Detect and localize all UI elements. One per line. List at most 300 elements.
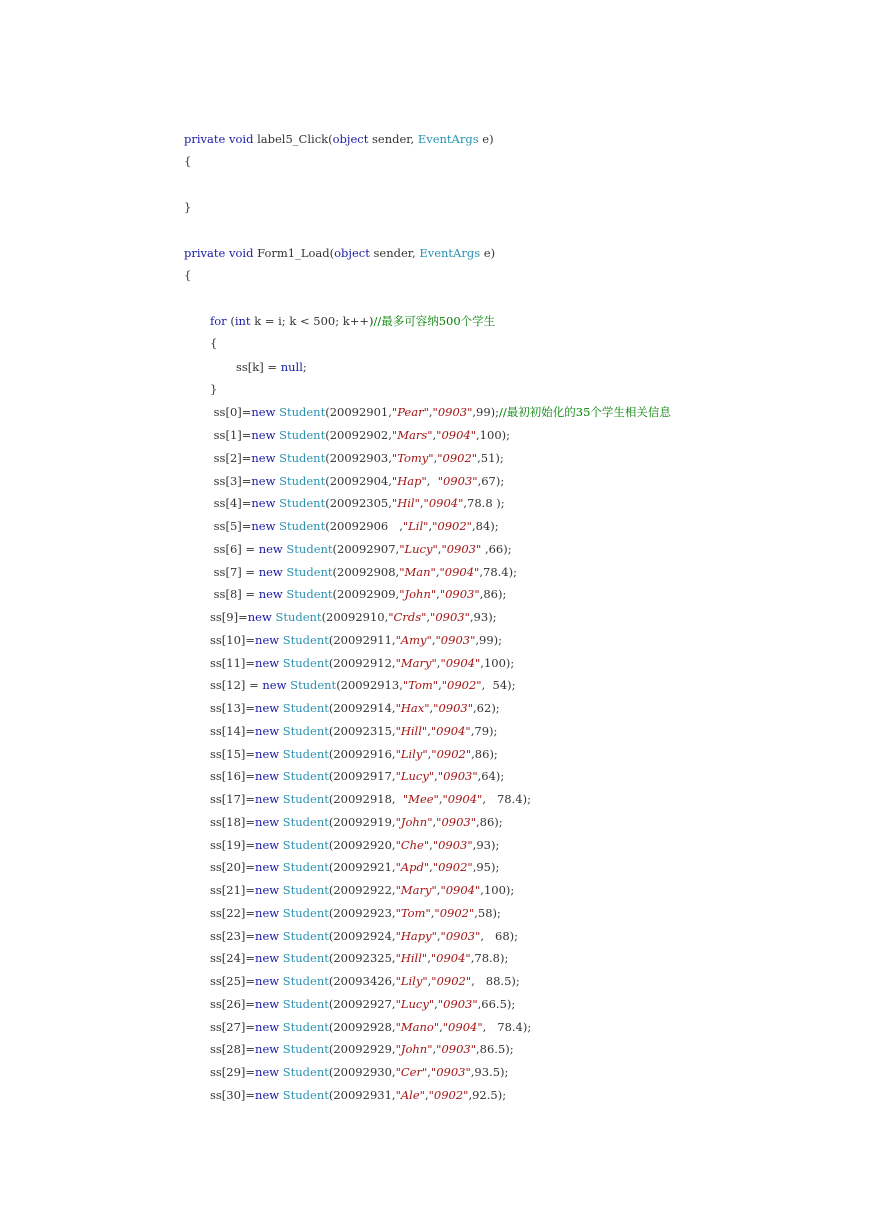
code-token: ss[17]= (210, 792, 256, 806)
code-token: ,92.5); (468, 1088, 507, 1102)
code-token: } (210, 382, 218, 396)
code-token: , (429, 701, 434, 715)
code-token: new (255, 1020, 280, 1034)
code-token: "0902" (431, 974, 472, 988)
code-line (210, 769, 504, 783)
code-line (210, 997, 515, 1011)
code-line (210, 382, 217, 396)
code-line (184, 268, 191, 282)
code-token: Student (282, 838, 329, 852)
code-token: ss[10]= (210, 633, 256, 647)
code-token: Student (282, 1020, 329, 1034)
code-token: , (432, 815, 437, 829)
code-token: , (432, 1042, 437, 1056)
code-token: ,78.8 ); (463, 496, 505, 510)
code-line (210, 519, 499, 533)
code-token: "0903" (430, 610, 470, 624)
code-token: new (255, 633, 280, 647)
code-token: k = i; k < 500; k++) (250, 314, 374, 328)
code-token: new (255, 1065, 280, 1079)
code-token: (20092919, (328, 815, 396, 829)
code-token: "Tomy" (391, 451, 434, 465)
code-line (210, 405, 671, 419)
code-token: Student (282, 974, 329, 988)
code-token: "Che" (395, 838, 430, 852)
code-token: Student (282, 792, 329, 806)
code-token: (20092901, (325, 405, 392, 419)
code-line (210, 860, 499, 874)
code-token: ss[24]= (210, 951, 256, 965)
code-token: Student (282, 1088, 329, 1102)
code-token: Student (286, 542, 333, 556)
code-line (210, 587, 506, 601)
code-token: ss[18]= (210, 815, 256, 829)
code-token: , (434, 769, 438, 783)
code-token: sender, (368, 132, 418, 146)
code-token: ss[9]= (210, 610, 248, 624)
code-token: new (258, 542, 283, 556)
code-token: "0902" (434, 906, 475, 920)
code-token: "Lucy" (399, 542, 438, 556)
code-token: (20092916, (328, 747, 396, 761)
code-line (210, 815, 503, 829)
code-token: ,100); (480, 883, 515, 897)
code-token: ,95); (472, 860, 500, 874)
code-token: "0904" (430, 951, 471, 965)
code-line (210, 656, 514, 670)
code-token: , (433, 451, 438, 465)
code-token: //最多可容纳500个学生 (373, 314, 496, 328)
code-token: Student (282, 656, 329, 670)
code-token: ,64); (477, 769, 505, 783)
code-token: "0903" (437, 997, 478, 1011)
code-line (210, 1065, 508, 1079)
code-token: ss[5]= (210, 519, 252, 533)
code-token: , 88.5); (471, 974, 520, 988)
code-token: } (184, 200, 192, 214)
code-token: ,100); (476, 428, 510, 442)
code-token: "Crds" (388, 610, 427, 624)
code-token: ,62); (473, 701, 500, 715)
code-token: Student (279, 405, 326, 419)
code-token: Student (282, 929, 329, 943)
code-token: , (427, 951, 431, 965)
code-token: { (184, 154, 192, 168)
code-token: ss[16]= (210, 769, 256, 783)
code-token: new (251, 405, 276, 419)
code-token: new (255, 929, 280, 943)
code-token: new (255, 747, 280, 761)
code-token: ,99); (475, 633, 503, 647)
code-line (210, 929, 518, 943)
code-token: (20092914, (328, 701, 396, 715)
code-token: "0902" (432, 519, 472, 533)
code-token: , (434, 997, 438, 1011)
code-token: object (332, 132, 369, 146)
code-token: , (428, 405, 433, 419)
code-token: new (255, 974, 280, 988)
code-token: ss[11]= (210, 656, 256, 670)
code-token: (20092910, (321, 610, 389, 624)
code-token: "Lucy" (395, 997, 435, 1011)
code-token: ,93.5); (470, 1065, 509, 1079)
code-token: (20092904, (325, 474, 392, 488)
code-token: "0903" (432, 838, 473, 852)
code-token: Student (279, 519, 326, 533)
code-token: , (439, 1020, 443, 1034)
code-token: (20092922, (328, 883, 396, 897)
code-token: Student (282, 906, 329, 920)
code-token: ,86); (479, 587, 507, 601)
code-token: ,86); (476, 815, 503, 829)
code-token: , (436, 587, 440, 601)
code-token: new (251, 428, 276, 442)
code-token: ss[28]= (210, 1042, 256, 1056)
code-token: new (255, 815, 280, 829)
code-token: "0904" (440, 883, 481, 897)
code-token: private (184, 246, 226, 260)
code-token: "0902" (431, 747, 472, 761)
code-token: sender, (369, 246, 420, 260)
code-token: "0903" (440, 929, 481, 943)
code-token: new (255, 769, 280, 783)
code-token: Student (279, 474, 326, 488)
code-token: (20092929, (328, 1042, 396, 1056)
code-token: "Lucy" (395, 769, 435, 783)
code-token: "0904" (439, 565, 480, 579)
code-token: "Tom" (402, 678, 439, 692)
code-token: (20092931, (328, 1088, 396, 1102)
code-token: "Hill" (395, 951, 428, 965)
code-line (210, 474, 504, 488)
code-token: "Lily" (395, 974, 428, 988)
code-token: ,86.5); (476, 1042, 514, 1056)
code-token: , (437, 542, 442, 556)
code-token: ss[22]= (210, 906, 256, 920)
code-token: new (258, 587, 283, 601)
code-line (210, 951, 508, 965)
code-token: "0904" (440, 656, 481, 670)
code-token: new (251, 474, 276, 488)
code-token: "0903" (432, 405, 473, 419)
code-token: ss[3]= (210, 474, 252, 488)
code-token: "Mary" (395, 656, 437, 670)
code-token: "0902" (437, 451, 478, 465)
code-token: new (255, 906, 280, 920)
code-token: "0903" (435, 633, 476, 647)
code-token: "0903" (436, 1042, 477, 1056)
code-token: ss[12] = (210, 678, 263, 692)
code-token: ss[2]= (210, 451, 252, 465)
code-token: ,100); (480, 656, 515, 670)
code-line (210, 610, 497, 624)
code-token: ss[30]= (210, 1088, 256, 1102)
code-token: "0903" (437, 769, 478, 783)
code-token: ss[1]= (210, 428, 252, 442)
code-token: new (255, 860, 280, 874)
code-token: , (429, 860, 433, 874)
code-token: (20093426, (328, 974, 396, 988)
code-token: ss[7] = (210, 565, 259, 579)
code-token: (20092923, (328, 906, 396, 920)
code-token: , (435, 565, 440, 579)
code-token: void (228, 132, 254, 146)
code-token: int (234, 314, 251, 328)
code-token: "Pear" (391, 405, 429, 419)
code-token: //最初初始化的35个学生相关信息 (499, 405, 671, 419)
code-token: new (255, 1088, 280, 1102)
code-token: ss[23]= (210, 929, 256, 943)
code-token: ss[21]= (210, 883, 256, 897)
code-token: (20092908, (332, 565, 400, 579)
code-token: (20092906 , (325, 519, 403, 533)
code-token: { (184, 268, 192, 282)
code-token: , (424, 1088, 429, 1102)
code-token: ( (226, 314, 235, 328)
code-token: ,58); (474, 906, 501, 920)
code-token: void (228, 246, 254, 260)
code-token: (20092918, (328, 792, 403, 806)
code-token: "Hill" (395, 724, 428, 738)
code-token: , 78.4); (482, 792, 531, 806)
code-token: Student (286, 587, 333, 601)
code-token: ,86); (471, 747, 498, 761)
code-token: ,93); (469, 610, 497, 624)
code-line (210, 451, 504, 465)
code-line (210, 542, 512, 556)
code-token: Student (282, 724, 329, 738)
code-token: Form1_Load( (253, 246, 335, 260)
code-token: (20092928, (328, 1020, 396, 1034)
code-token: new (255, 792, 280, 806)
code-token: "Mee" (402, 792, 439, 806)
code-token: "Man" (399, 565, 436, 579)
code-token: label5_Click( (253, 132, 333, 146)
code-token: (20092930, (328, 1065, 396, 1079)
code-token: , (429, 838, 433, 852)
code-line (210, 974, 520, 988)
code-token: Student (279, 428, 326, 442)
code-token: (20092902, (325, 428, 392, 442)
code-token: new (251, 519, 276, 533)
code-token: ,66); (481, 542, 512, 556)
code-line (210, 792, 531, 806)
code-token: "0903" (439, 587, 480, 601)
code-token: Student (279, 496, 326, 510)
code-token: new (251, 451, 276, 465)
code-token: "John" (395, 1042, 433, 1056)
code-line (210, 747, 498, 761)
code-token: (20092913, (336, 678, 403, 692)
code-line (210, 1042, 514, 1056)
code-token: "0903" (430, 1065, 471, 1079)
code-line (210, 1020, 531, 1034)
code-token: Student (282, 815, 329, 829)
code-token: new (255, 656, 280, 670)
code-token: , (428, 519, 433, 533)
code-token: ss[4]= (210, 496, 252, 510)
code-token: Student (282, 883, 329, 897)
code-token: , (426, 474, 438, 488)
code-token: , 78.4); (482, 1020, 532, 1034)
code-token: ss[20]= (210, 860, 256, 874)
code-token: "Tom" (395, 906, 431, 920)
code-token: Student (286, 565, 333, 579)
code-line (210, 428, 510, 442)
code-token: "Mano" (395, 1020, 440, 1034)
code-token: (20092927, (328, 997, 396, 1011)
code-token: Student (279, 451, 326, 465)
code-token: ,66.5); (477, 997, 516, 1011)
code-token: "0902" (441, 678, 482, 692)
code-token: ss[14]= (210, 724, 256, 738)
code-token: (20092325, (328, 951, 396, 965)
code-line (210, 633, 502, 647)
code-token: ; (302, 360, 307, 374)
code-token: ,67); (477, 474, 505, 488)
code-token: new (251, 496, 276, 510)
code-token: , (436, 656, 441, 670)
code-token: Student (282, 701, 329, 715)
code-token: "0904" (442, 1020, 483, 1034)
code-token: , (431, 633, 436, 647)
code-line (210, 701, 500, 715)
code-line (210, 883, 514, 897)
code-token: new (255, 1042, 280, 1056)
code-token: (20092912, (328, 656, 396, 670)
code-token: "Mary" (395, 883, 437, 897)
code-token: new (255, 838, 280, 852)
code-line (184, 246, 495, 260)
code-token: "0903" (437, 474, 478, 488)
code-token: , (427, 1065, 431, 1079)
code-token: "Hax" (395, 701, 430, 715)
code-token: ss[25]= (210, 974, 256, 988)
code-token: Student (282, 1065, 329, 1079)
code-token: Student (275, 610, 322, 624)
code-token: "0904" (436, 428, 477, 442)
code-line (184, 132, 494, 146)
code-token: (20092917, (328, 769, 396, 783)
code-token: , (430, 906, 435, 920)
code-token: , (427, 974, 432, 988)
code-token: "0904" (423, 496, 464, 510)
code-token: ,84); (471, 519, 499, 533)
code-token: "John" (399, 587, 437, 601)
code-token: (20092920, (328, 838, 396, 852)
code-line (210, 565, 517, 579)
code-token: ,99); (472, 405, 500, 419)
code-token: Student (282, 997, 329, 1011)
code-token: , (427, 724, 431, 738)
code-token: ,78.8); (470, 951, 509, 965)
code-token: e) (478, 132, 494, 146)
code-token: Student (282, 951, 329, 965)
code-token: "0902" (428, 1088, 469, 1102)
code-line (184, 154, 191, 168)
code-token: "Hap" (391, 474, 427, 488)
code-token: ss[0]= (210, 405, 252, 419)
code-token: , (432, 428, 437, 442)
code-line (210, 496, 505, 510)
code-token: ss[26]= (210, 997, 256, 1011)
code-token: EventArgs (417, 132, 479, 146)
code-token: { (210, 336, 218, 350)
code-line (236, 360, 307, 374)
code-token: ,51); (477, 451, 504, 465)
code-token: new (255, 701, 280, 715)
code-token: ,93); (472, 838, 500, 852)
code-token: "0903" (433, 701, 474, 715)
code-line (210, 724, 497, 738)
code-token: , (419, 496, 424, 510)
code-token: (20092921, (328, 860, 396, 874)
code-token: "Mars" (391, 428, 433, 442)
code-token: e) (480, 246, 496, 260)
code-token: (20092315, (328, 724, 396, 738)
code-token: (20092911, (328, 633, 396, 647)
code-token: "Lil" (402, 519, 429, 533)
code-token: ss[6] = (210, 542, 259, 556)
code-token: new (258, 565, 283, 579)
code-token: Student (290, 678, 337, 692)
code-line (210, 336, 217, 350)
code-token: ss[27]= (210, 1020, 256, 1034)
code-token: "Lily" (395, 747, 428, 761)
code-token: , (438, 792, 443, 806)
code-token: private (184, 132, 226, 146)
code-token: new (255, 883, 280, 897)
code-token: for (210, 314, 227, 328)
code-token: (20092909, (332, 587, 400, 601)
code-token: ss[13]= (210, 701, 256, 715)
code-token: null (280, 360, 303, 374)
code-token: "Ale" (395, 1088, 425, 1102)
code-token: "Amy" (395, 633, 432, 647)
code-token: , (427, 747, 432, 761)
code-line (210, 1088, 506, 1102)
code-token: "0904" (442, 792, 483, 806)
code-token: object (334, 246, 370, 260)
code-token: , 68); (480, 929, 519, 943)
code-token: ss[k] = (236, 360, 281, 374)
code-token: "0903" (441, 542, 482, 556)
code-token: new (247, 610, 272, 624)
code-line (210, 906, 501, 920)
code-token: (20092907, (332, 542, 400, 556)
code-token: Student (282, 747, 329, 761)
code-token: "John" (395, 815, 433, 829)
code-token: "Hil" (391, 496, 420, 510)
code-token: "0903" (436, 815, 477, 829)
code-token: Student (282, 769, 329, 783)
code-line (210, 678, 516, 692)
code-token: (20092924, (328, 929, 396, 943)
code-token: new (255, 951, 280, 965)
code-token: new (255, 724, 280, 738)
code-token: "0904" (430, 724, 471, 738)
code-line (210, 314, 495, 328)
code-token: , (436, 883, 441, 897)
code-token: ,78.4); (479, 565, 517, 579)
code-token: , (426, 610, 431, 624)
code-token: Student (282, 860, 329, 874)
code-token: , (438, 678, 442, 692)
code-token: (20092305, (325, 496, 392, 510)
code-token: Student (282, 633, 329, 647)
code-token: ss[8] = (210, 587, 259, 601)
code-token: "Apd" (395, 860, 430, 874)
